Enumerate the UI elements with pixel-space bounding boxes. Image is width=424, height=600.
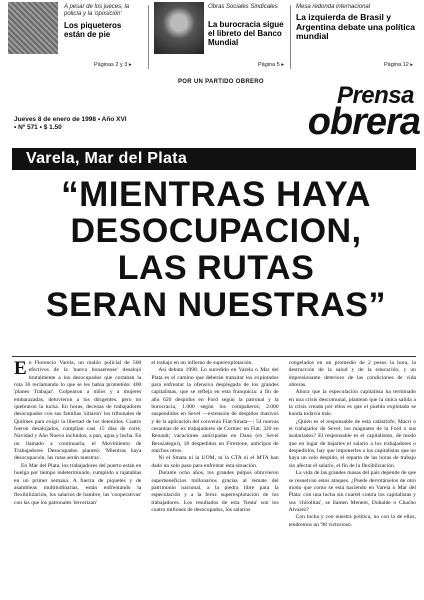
article-paragraph: el trabajo en un infierno de superexplotación. <box>151 360 253 366</box>
logo-word-top: Prensa <box>336 82 414 109</box>
article-paragraph: En Florencio Varela, un malón policial de 500 efectivos de la 'nueva bonaerense' desalojó brutalmente a los desocupados que cortaban la ruta 36 reclamando lo que se les había prometido: 400 'planes Trabajar'. Golpearon a niños y a mujeres embarazadas, detuvieron a los dirigentes, pero no quebraron la lucha. En horas, decenas de trabajadores desocupados con sus familias 'sitiaron' los tribunales de Quilmes para exigir la libertad de los detenidos. Cuatro fueron desalojados, cumplían casi 15 días de corte, Navidad y Año Nuevo incluidos, a pan, agua y lucha. En un llamado a continuarla, el Movimiento de Trabajadores Desocupados planteó: 'Mientras haya desocupación, las rutas serán nuestras'. <box>14 360 142 462</box>
section-divider <box>12 356 416 357</box>
article-paragraph: Ni el Smata ni la UOM, ni la CTA ni el MTA han dado un solo paso para enfrentar esta situación. <box>151 455 279 469</box>
headline-line: LAS RUTAS <box>117 249 315 287</box>
teaser-headline: La izquierda de Brasil y Argentina debate una política mundial <box>296 12 416 41</box>
issue-date: Jueves 8 de enero de 1998 • Año XVI <box>14 116 127 123</box>
teaser-kicker: Mesa redonda internacional <box>296 4 371 10</box>
teaser-pages: Página 12 ▸ <box>384 62 413 68</box>
article-body <box>14 360 416 596</box>
teaser-divider <box>290 5 291 69</box>
headline-line: “MIENTRAS HAYA <box>61 175 371 214</box>
headline-location: Varela, Mar del Plata <box>26 150 188 167</box>
teaser-piqueteros[interactable] <box>8 2 144 72</box>
teaser-izquierda[interactable] <box>296 2 418 72</box>
teaser-pages: Página 5 ▸ <box>258 62 284 68</box>
article-paragraph: Así debuta 1998. Lo sucedido en Varela o Mar del Plata es el camino que deberán transitar los explotados para enfrentar la ofensiva desplegada de los grandes capitalistas, que se refleja en esta franquicia: a fin de año 620 despidos en Ford según la patronal y la burocracia, 1.000 según los compañeros; 2.000 suspendidos en Sevel —extensión de despidos masivos y de la aplicación del convenio Fiat-Smata—; 54 nuevas cesantías de ex trabajadores de Cormec en Fiat; 320 en Renault; vacaciones anticipadas en Dana (ex Sevel Berazategui), 18 despedidos en Firestone, anticipos de muchos otros. <box>151 367 279 455</box>
issue-info <box>14 116 127 132</box>
article-column-2 <box>151 360 278 596</box>
headline-line: DESOCUPACION, <box>70 212 362 250</box>
article-paragraph: congelados en un promedio de 2 pesos la hora, la destrucción de la salud y de la educación, y un impresionante deterioro de las condiciones de vida obreras. <box>288 360 416 389</box>
article-column-1 <box>14 360 141 596</box>
teaser-headline: La burocracia sigue el libreto del Banco Mundial <box>208 20 284 47</box>
article-column-3 <box>289 360 416 596</box>
teaser-divider <box>148 5 149 69</box>
teaser-kicker: Obras Sociales Sindicales <box>208 4 278 10</box>
teaser-pages: Páginas 2 y 3 ▸ <box>94 62 132 68</box>
article-paragraph: Con lucha y con nuestra política, no con la de ellos, tendremos un '98 victorioso. <box>288 514 416 528</box>
logo-word-bottom: obrera <box>307 101 420 143</box>
drop-cap: E <box>14 360 27 379</box>
teaser-headline: Los piqueteros están de pie <box>64 21 122 39</box>
article-paragraph: La vida de las grandes masas del país depende de que se resuelvan estos ataques. ¿Puede derrotárselos de otro modo que como se está haciendo en Varela o Mar del Plata: con una lucha sin cuartel contra los capitalistas y sus 'chirolitas', se llamen Menem, Duhalde o Chacho Alvarez? <box>288 470 416 513</box>
teaser-photo <box>8 2 58 54</box>
teaser-strip <box>8 2 418 76</box>
masthead-strap: POR UN PARTIDO OBRERO <box>178 79 264 85</box>
main-headline <box>16 176 416 324</box>
teaser-kicker: A pesar de los jueces, la policía y la 'oposición' <box>64 4 130 17</box>
article-paragraph: Ahora que la especulación capitalista ha terminado en una crisis descomunal, plantean que la única salida a la crisis creada por ellos es que el pueblo explotado se hunda todavía más. <box>288 389 416 418</box>
teaser-photo <box>154 2 204 54</box>
article-paragraph: ¿Quién es el responsable de esta catástrofe, Macri o el trabajador de Sevel, los magnates de la Ford o sus asalariados? El responsable es el capitalismo, de modo que en lugar de bajarles el salario a los trabajadores o despedirlos, hay que imponerles a los capitalistas que no haya un solo despido, el reparto de las horas de trabajo sin afectar el salario, el fin de la flexibilización. <box>288 418 416 469</box>
issue-number: • Nº 571 • $ 1.50 <box>14 124 62 131</box>
headline-line: SERAN NUESTRAS” <box>46 286 386 324</box>
teaser-burocracia[interactable] <box>154 2 286 72</box>
article-paragraph: En Mar del Plata, los trabajadores del puerto están en huelga por tiempo indeterminado, cumplido a rajatablas en un primer semana. A fuerza de piquetes y de asambleas multitudinarias, están enfrentando la flexibilización, los salarios de hambre, las 'cooperativas' con las que los patronales 'tercerizan' <box>14 462 142 506</box>
headline-band <box>12 148 416 170</box>
newspaper-logo[interactable] <box>210 84 420 144</box>
article-paragraph: Durante ocho años, los grandes pulpos obtuvieron superbeneficios millonarios gracias al remate del patrimonio nacional, a la piedra libre para la especulación y a la feroz superexplotación de los trabajadores. Los resultados de esta 'fiesta' son los cuatro millones de desocupados, los salarios <box>151 470 279 513</box>
